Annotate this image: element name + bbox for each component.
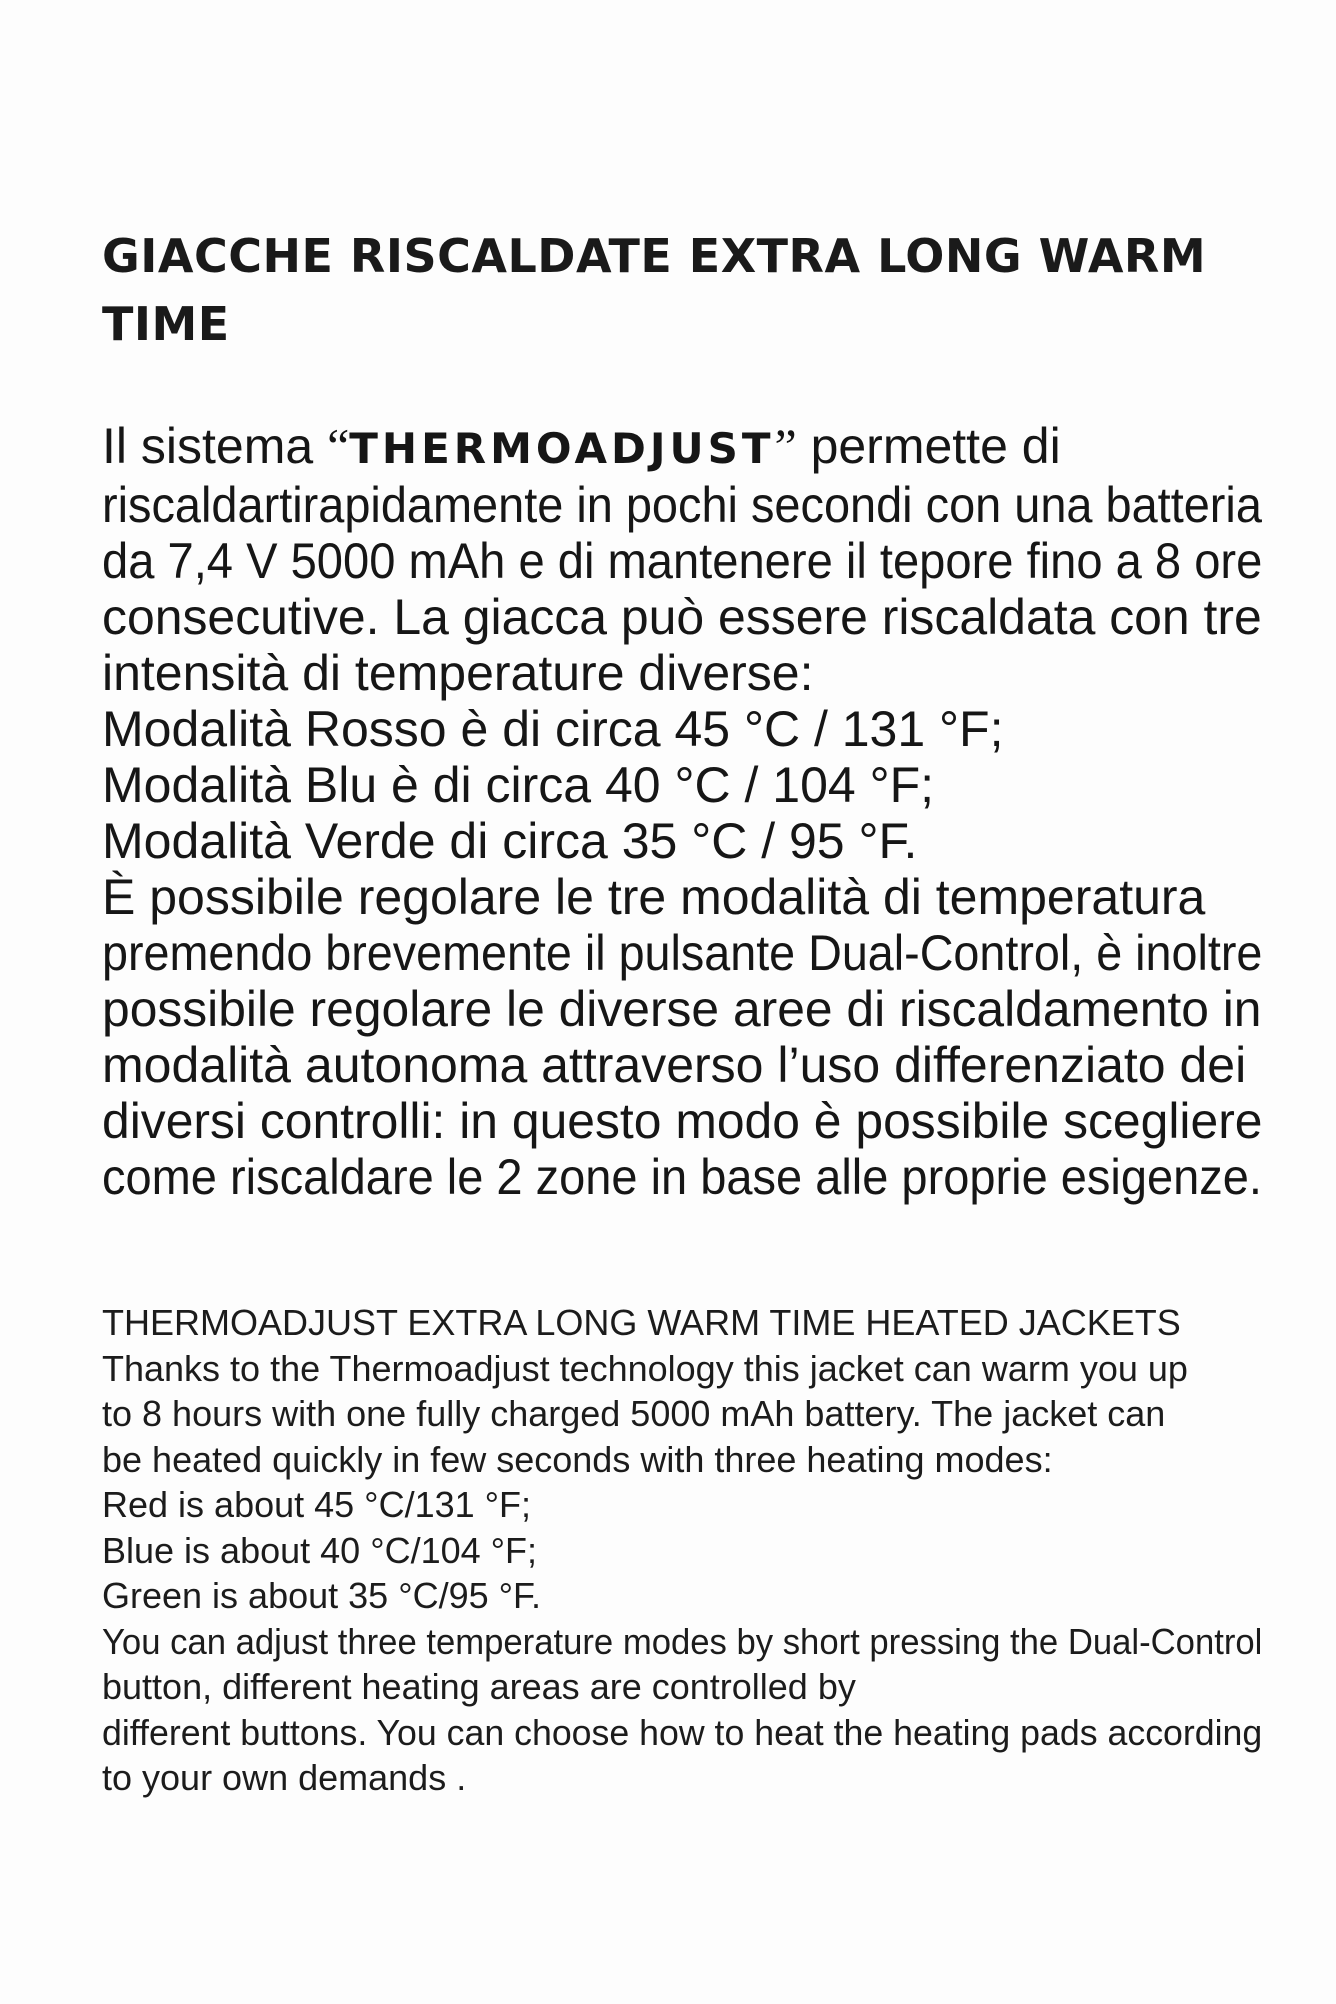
italian-line: intensità di temperature diverse: — [102, 645, 814, 701]
english-line: Thanks to the Thermoadjust technology this jacket can warm you up — [102, 1347, 1188, 1389]
title-line-2: TIME — [102, 297, 230, 351]
italian-line: riscaldartirapidamente in pochi secondi con una batteria — [102, 477, 1262, 533]
intro-before-text: Il sistema — [102, 418, 328, 474]
italian-line: possibile regolare le diverse aree di riscaldamento in — [102, 981, 1262, 1037]
english-mode-blue: Blue is about 40 °C/104 °F; — [102, 1529, 538, 1571]
italian-line: premendo brevemente il pulsante Dual-Control, è inoltre — [102, 925, 1263, 981]
italian-line: È possibile regolare le tre modalità di temperatura — [102, 869, 1206, 925]
italian-intro-line — [102, 418, 1262, 477]
quote-close: ” — [774, 418, 797, 474]
intro-after-text: permette di — [796, 418, 1061, 474]
italian-mode-blue: Modalità Blu è di circa 40 °C / 104 °F; — [102, 757, 935, 813]
italian-mode-green: Modalità Verde di circa 35 °C / 95 °F. — [102, 813, 918, 869]
english-line: to your own demands . — [102, 1757, 467, 1798]
document-title — [102, 222, 1242, 358]
brand-logotype: THERMOADJUST — [349, 424, 775, 473]
english-mode-red: Red is about 45 °C/131 °F; — [102, 1484, 532, 1525]
italian-line: diversi controlli: in questo modo è possibile scegliere — [102, 1093, 1263, 1149]
italian-mode-red: Modalità Rosso è di circa 45 °C / 131 °F; — [102, 701, 1004, 757]
english-line: button, different heating areas are controlled by — [102, 1666, 856, 1707]
english-line: You can adjust three temperature modes by short pressing the Dual-Control — [102, 1620, 1263, 1662]
italian-line: consecutive. La giacca può essere riscaldata con tre — [102, 589, 1262, 645]
english-heading: THERMOADJUST EXTRA LONG WARM TIME HEATED JACKETS — [102, 1302, 1181, 1343]
english-line: to 8 hours with one fully charged 5000 mAh battery. The jacket can — [102, 1393, 1166, 1434]
italian-line: come riscaldare le 2 zone in base alle proprie esigenze. — [102, 1149, 1263, 1205]
italian-line: da 7,4 V 5000 mAh e di mantenere il tepore fino a 8 ore — [102, 533, 1263, 589]
quote-open: “ — [327, 418, 350, 474]
english-description — [102, 1300, 1262, 1801]
title-line-1: GIACCHE RISCALDATE EXTRA LONG WARM — [102, 229, 1207, 283]
italian-line: modalità autonoma attraverso l’uso differenziato dei — [102, 1037, 1247, 1093]
english-mode-green: Green is about 35 °C/95 °F. — [102, 1575, 542, 1616]
english-line: be heated quickly in few seconds with three heating modes: — [102, 1438, 1053, 1480]
english-line: different buttons. You can choose how to heat the heating pads according — [102, 1711, 1263, 1753]
italian-description — [102, 418, 1262, 1205]
